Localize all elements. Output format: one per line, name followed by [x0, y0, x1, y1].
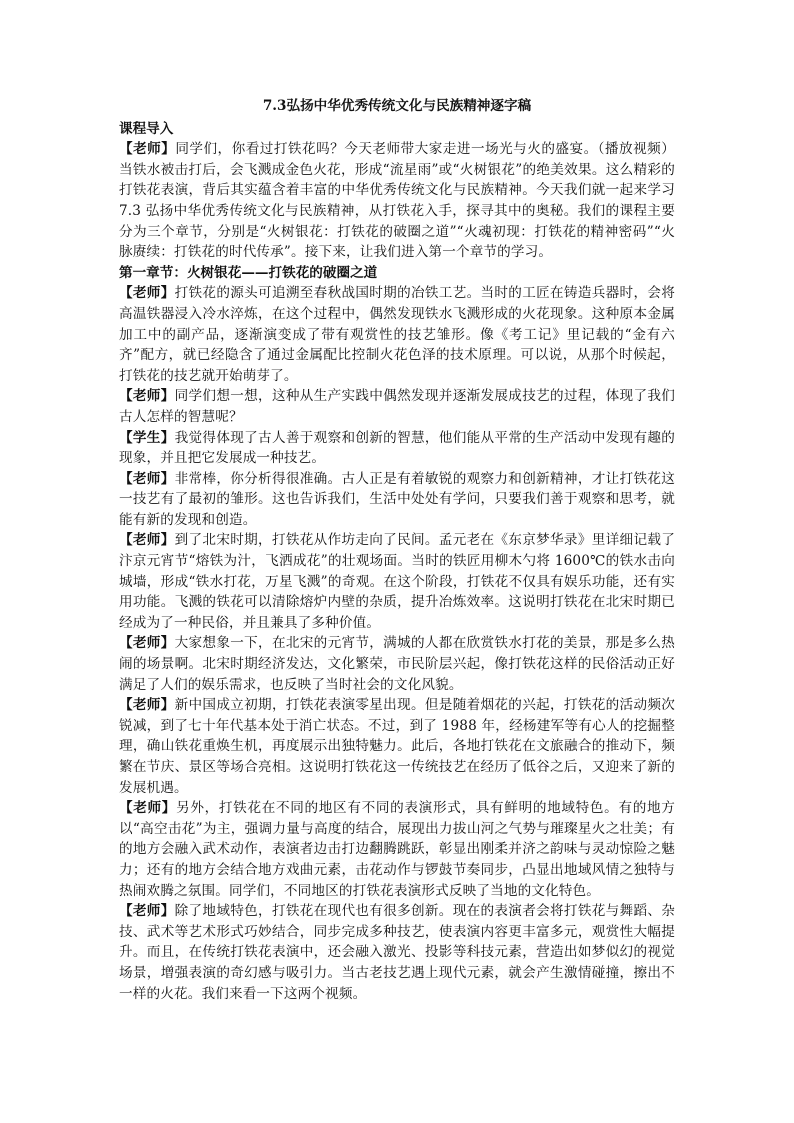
speaker-label: 【老师】: [119, 388, 175, 405]
speaker-label: 【老师】: [119, 141, 176, 158]
speaker-label: 【老师】: [119, 903, 175, 920]
paragraph-text: 打铁花的源头可追溯至春秋战国时期的冶铁工艺。当时的工匠在铸造兵器时，会将高温铁器浸入冷水淬炼，在这个过程中，偶然发现铁水飞溅形成的火花现象。这种原本金属加工中的副产品，逐渐演变成了带有观赏性的技艺雏形。像《考工记》里记载的“金有六齐”配方，就已经隐含了通过金属配比控制火花色泽的技术原理。可以说，从那个时候起，打铁花的技艺就开始萌芽了。: [119, 285, 675, 384]
paragraph: [119, 428, 675, 469]
paragraph-text: 除了地域特色，打铁花在现代也有很多创新。现在的表演者会将打铁花与舞蹈、杂技、武术等艺术形式巧妙结合，同步完成多种技艺，使表演内容更丰富多元，观赏性大幅提升。而且，在传统打铁花表演中，还会融入激光、投影等科技元素，营造出如梦似幻的视觉场景，增强表演的奇幻感与吸引力。当古老技艺遇上现代元素，就会产生激情碰撞，擦出不一样的火花。我们来看一下这两个视频。: [119, 903, 675, 1002]
speaker-label: 【学生】: [119, 429, 175, 446]
paragraph: [119, 633, 675, 695]
paragraph: [119, 901, 675, 1004]
speaker-label: 【老师】: [119, 285, 175, 302]
paragraph: [119, 283, 675, 386]
paragraph-text: 同学们，你看过打铁花吗？今天老师带大家走进一场光与火的盛宴。（播放视频）当铁水被击打后，会飞溅成金色火花，形成“流星雨”或“火树银花”的绝美效果。这么精彩的打铁花表演，背后其实蕴含着丰富的中华优秀传统文化与民族精神。今天我们就一起来学习 7.3 弘扬中华优秀传统文化与民族精神，从打铁花入手，探寻其中的奥秘。我们的课程主要分为三个章节，分别是“火树银花：打铁花的破圈之道”“火魂初现：打铁花的精神密码”“火脉赓续：打铁花的时代传承”。接下来，让我们进入第一个章节的学习。: [119, 141, 675, 261]
paragraph: [119, 530, 675, 633]
speaker-label: 【老师】: [119, 470, 175, 487]
paragraph-text: 到了北宋时期，打铁花从作坊走向了民间。孟元老在《东京梦华录》里详细记载了汴京元宵节“熔铁为汁，飞洒成花”的壮观场面。当时的铁匠用柳木勺将 1600℃的铁水击向城墙，形成“铁水打花，万星飞溅”的奇观。在这个阶段，打铁花不仅具有娱乐功能，还有实用功能。飞溅的铁花可以清除熔炉内壁的杂质，提升冶炼效率。这说明打铁花在北宋时期已经成为了一种民俗，并且兼具了多种价值。: [119, 532, 675, 631]
speaker-label: 【老师】: [119, 532, 175, 549]
document-page: [119, 96, 675, 1004]
paragraph-text: 另外，打铁花在不同的地区有不同的表演形式，具有鲜明的地域特色。有的地方以“高空击花”为主，强调力量与高度的结合，展现出力拔山河之气势与璀璨星火之壮美；有的地方会融入武术动作，表演者边击打边翻腾跳跃，彰显出刚柔并济之韵味与灵动惊险之魅力；还有的地方会结合地方戏曲元素，击花动作与锣鼓节奏同步，凸显出地域风情之独特与热闹欢腾之氛围。同学们，不同地区的打铁花表演形式反映了当地的文化特色。: [119, 800, 676, 899]
speaker-label: 【老师】: [119, 800, 177, 817]
document-title: 7.3弘扬中华优秀传统文化与民族精神逐字稿: [262, 98, 532, 114]
section-heading-intro: 课程导入: [119, 120, 174, 137]
paragraph-text: 非常棒，你分析得很准确。古人正是有着敏锐的观察力和创新精神，才让打铁花这一技艺有了最初的雏形。这也告诉我们，生活中处处有学问，只要我们善于观察和思考，就能有新的发现和创造。: [119, 470, 675, 528]
paragraph-text: 大家想象一下，在北宋的元宵节，满城的人都在欣赏铁水打花的美景，那是多么热闹的场景啊。北宋时期经济发达，文化繁荣，市民阶层兴起，像打铁花这样的民俗活动正好满足了人们的娱乐需求，也反映了当时社会的文化风貌。: [119, 635, 675, 693]
paragraph: [119, 695, 675, 798]
paragraph-text: 我觉得体现了古人善于观察和创新的智慧，他们能从平常的生产活动中发现有趣的现象，并且把它发展成一种技艺。: [119, 429, 675, 467]
paragraph: [119, 798, 675, 901]
paragraph-text: 同学们想一想，这种从生产实践中偶然发现并逐渐发展成技艺的过程，体现了我们古人怎样的智慧呢？: [119, 388, 675, 425]
paragraph: [119, 386, 675, 427]
paragraph: [119, 139, 675, 263]
section-heading-chapter-1: 第一章节：火树银花——打铁花的破圈之道: [119, 264, 378, 281]
speaker-label: 【老师】: [119, 697, 175, 714]
speaker-label: 【老师】: [119, 635, 175, 652]
paragraph: [119, 469, 675, 531]
paragraph-text: 新中国成立初期，打铁花表演零星出现。但是随着烟花的兴起，打铁花的活动频次锐减，到了七十年代基本处于消亡状态。不过，到了 1988 年，经杨建军等有心人的挖掘整理，确山铁花重焕生机，再度展示出独特魅力。此后，各地打铁花在文旅融合的推动下，频繁在节庆、景区等场合亮相。这说明打铁花这一传统技艺在经历了低谷之后，又迎来了新的发展机遇。: [119, 697, 675, 796]
